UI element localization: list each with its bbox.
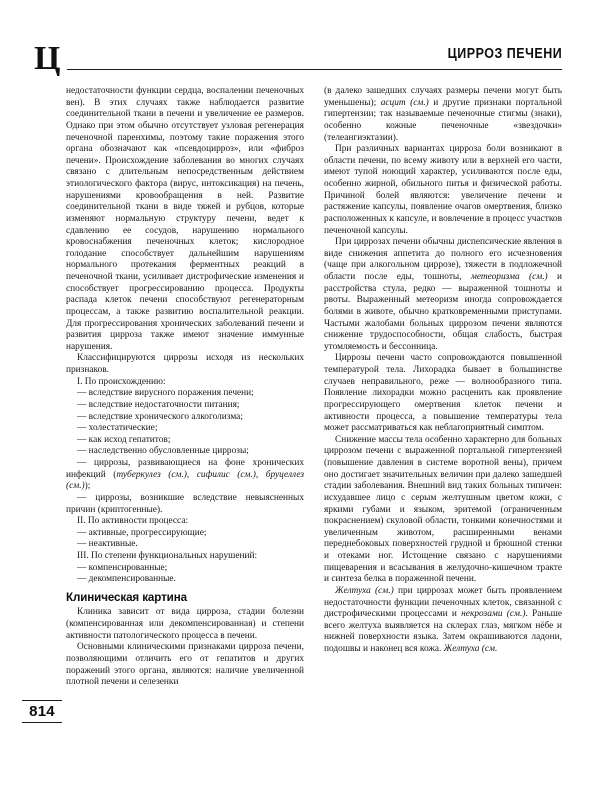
body-text-run: — циррозы, развивающиеся на фоне хронических инфекций ( bbox=[66, 458, 304, 480]
header-rule bbox=[67, 69, 562, 70]
cross-reference-italic: Желтуха (см.) bbox=[335, 585, 394, 596]
body-text-run: и расстройства стула, редко — выраженной тошноты и рвоты. Выраженный метеоризм иногда сопровождается болями в животе, обычно кратковременными приступами. Частыми жалобами больных циррозом печени являются снижение трудоспособности, общая слабость, быстрая утомляемость и бессонница. bbox=[324, 272, 563, 352]
cross-reference-italic: некрозами (см.) bbox=[461, 609, 526, 620]
body-paragraph bbox=[66, 458, 304, 493]
body-paragraph bbox=[66, 563, 304, 575]
body-text-run: — холестатические; bbox=[77, 423, 158, 434]
body-text-run: Классифицируются циррозы исходя из нескольких признаков. bbox=[66, 353, 304, 375]
body-paragraph bbox=[324, 237, 562, 353]
body-text-run: . Раньше всего желтуха выявляется на склерах глаз, мягком нёбе и нижней поверхности языка. Затем окрашиваются ладони, подошвы и наконец вся кожа. bbox=[324, 609, 562, 654]
body-text-run: При циррозах печени обычны диспепсические явления в виде снижения аппетита до полного его исчезновения (чаще при алкогольном циррозе), тяжести в подложечной области после еды, тошноты, bbox=[324, 237, 562, 282]
folio-block bbox=[20, 700, 64, 723]
body-text-run: II. По активности процесса: bbox=[77, 516, 189, 527]
cross-reference-italic: Желтуха (см. bbox=[443, 644, 498, 654]
body-paragraph bbox=[324, 435, 562, 586]
body-paragraph bbox=[66, 528, 304, 540]
body-text-run: , bbox=[186, 469, 197, 480]
body-paragraph bbox=[66, 388, 304, 400]
body-text-run: ); bbox=[84, 481, 91, 492]
cross-reference-italic: асцит (см.) bbox=[380, 97, 429, 108]
body-text-run: — как исход гепатитов; bbox=[77, 434, 171, 445]
body-text-run: — вследствие недостаточности питания; bbox=[77, 399, 240, 410]
body-paragraph bbox=[66, 574, 304, 586]
section-heading: Клиническая картина bbox=[66, 590, 187, 604]
body-text-run: Клиника зависит от вида цирроза, стадии болезни (компенсированная или декомпенсированная) и степени активности патологического процесса в печени. bbox=[66, 607, 304, 641]
body-text-run: , bbox=[255, 469, 266, 480]
body-text-run: недостаточности функции сердца, воспалении печеночных вен). В этих случаях также наблюдается развитие соединительной ткани в печени и увеличение ее размеров. Однако при этом обычно отсутствует узловая регенерация печеночной паренхимы, поэтому такие поражения этого органа обозначают как «псевдоцирроз», или «фиброз печени». Происхождение заболевания во многих случаях связано с длительным непосредственным действием этиологического фактора (вирус, интоксикация) на печень, нарушениями кровообращения в ней. Развитие соединительной ткани в виде тяжей и рубцов, которые изменяют нормальную структуру печени, ведет к сдавлению ее сосудов, нарушению нормального кровоснабжения печеночных клеток; кислородное голодание способствует дальнейшим нарушениям нормального протекания ферментных реакций в печеночной ткани, усиливает дистрофические изменения и способствует прогрессированию процесса. Продукты распада клеток печени способствуют регенераторным процессам, а также развитию воспалительной реакции. Для прогрессирования хронических заболеваний печени и развития цирроза также имеют значение иммунные нарушения. bbox=[66, 86, 304, 352]
body-text-run: — вследствие вирусного поражения печени; bbox=[77, 388, 254, 399]
body-paragraph bbox=[66, 423, 304, 435]
cross-reference-italic: бруцеллез (см.) bbox=[66, 469, 305, 492]
body-text-run: — циррозы, возникшие вследствие невыясненных причин (криптогенные). bbox=[66, 492, 304, 515]
cross-reference-italic: туберкулез (см.) bbox=[116, 469, 187, 480]
page-number: 814 bbox=[29, 703, 55, 720]
body-text-run: (в далеко зашедших случаях размеры печени могут быть уменьшены); bbox=[324, 86, 562, 108]
body-paragraph bbox=[66, 435, 304, 447]
body-paragraph bbox=[66, 516, 304, 528]
body-text-run: и другие признаки портальной гипертензии; так называемые печеночные стигмы (знаки), особенно кожные печеночные «звездочки» (телеангиэктазии). bbox=[324, 97, 562, 143]
body-text-run: — вследствие хронического алкоголизма; bbox=[77, 411, 243, 422]
body-text-run: — неактивные. bbox=[77, 539, 138, 550]
body-paragraph bbox=[66, 551, 304, 563]
body-text-run: — декомпенсированные. bbox=[77, 574, 176, 585]
body-paragraph bbox=[324, 144, 562, 237]
body-paragraph bbox=[66, 493, 304, 516]
body-paragraph bbox=[66, 642, 304, 689]
body-paragraph bbox=[66, 86, 304, 353]
body-text-run: I. По происхождению: bbox=[77, 376, 166, 387]
cross-reference-italic: метеоризма (см.) bbox=[470, 272, 548, 282]
body-paragraph bbox=[66, 446, 304, 458]
body-paragraph bbox=[324, 353, 562, 434]
folio-rule-bottom bbox=[22, 722, 62, 723]
body-paragraph bbox=[66, 400, 304, 412]
body-paragraph bbox=[324, 86, 562, 144]
body-columns bbox=[66, 86, 562, 751]
body-text-run: Основными клиническими признаками цирроза печени, позволяющими отличить его от гепатитов и других поражений этого органа, являются: наличие увеличенной плотной печени и селезенки bbox=[66, 642, 304, 688]
text-column-right bbox=[324, 86, 562, 751]
alphabet-letter-marker: Ц bbox=[34, 40, 60, 77]
body-text-run: — компенсированные; bbox=[77, 562, 168, 573]
body-paragraph bbox=[66, 353, 304, 376]
body-text-run: — наследственно обусловленные циррозы; bbox=[77, 446, 249, 457]
body-paragraph bbox=[66, 377, 304, 389]
body-paragraph bbox=[324, 586, 562, 656]
text-column-left bbox=[66, 86, 304, 751]
body-text-run: — активные, прогрессирующие; bbox=[77, 527, 207, 538]
body-paragraph bbox=[66, 539, 304, 551]
body-paragraph bbox=[66, 607, 304, 642]
page-title: ЦИРРОЗ ПЕЧЕНИ bbox=[447, 46, 562, 62]
body-text-run: Циррозы печени часто сопровождаются повышенной температурой тела. Лихорадка бывает в большинстве случаев неправильного, реже — волнообразного типа. Появление лихорадки можно расценить как проявление прогрессирующего омертвения клеток печени и активности процесса, а повышение температуры тела может рассматриваться как неблагоприятный симптом. bbox=[324, 353, 562, 434]
body-paragraph bbox=[66, 412, 304, 424]
body-text-run: III. По степени функциональных нарушений: bbox=[77, 551, 258, 561]
running-header bbox=[34, 40, 562, 80]
body-text-run: Снижение массы тела особенно характерно для больных циррозом печени с выраженной портальной гипертензией (повышение давления в системе воротной вены), причем оно достигает значительных величин при далеко зашедшей стадии заболевания. Внешний вид таких больных типичен: исхудавшее лицо с серым желтушным цветом кожи, с яркими губами и языком, эритемой (ограниченным покраснением) скуловой области, тонкими конечностями и увеличенным животом, расширенными венами переднебоковых поверхностей грудной и брюшной стенки и отеками ног. Истощение связано с нарушениями пищеварения и всасывания в желудочно-кишечном тракте и синтеза белка в пораженной печени. bbox=[324, 434, 562, 585]
cross-reference-italic: сифилис (см.) bbox=[196, 469, 256, 480]
body-text-run: при циррозах может быть проявлением недостаточности функции печеночных клеток, связанной с дистрофическими процессами и bbox=[324, 585, 563, 620]
body-text-run: При различных вариантах цирроза боли возникают в области печени, по всему животу или в верхней его части, имеют тупой ноющий характер, усиливаются после еды, особенно жирной, обильного питья и физической работы. Причиной болей являются: увеличение печени и растяжение капсулы, появление очагов омертвения, близко расположенных к капсуле, и вовлечение в процесс участков печеночной капсулы. bbox=[324, 144, 562, 236]
